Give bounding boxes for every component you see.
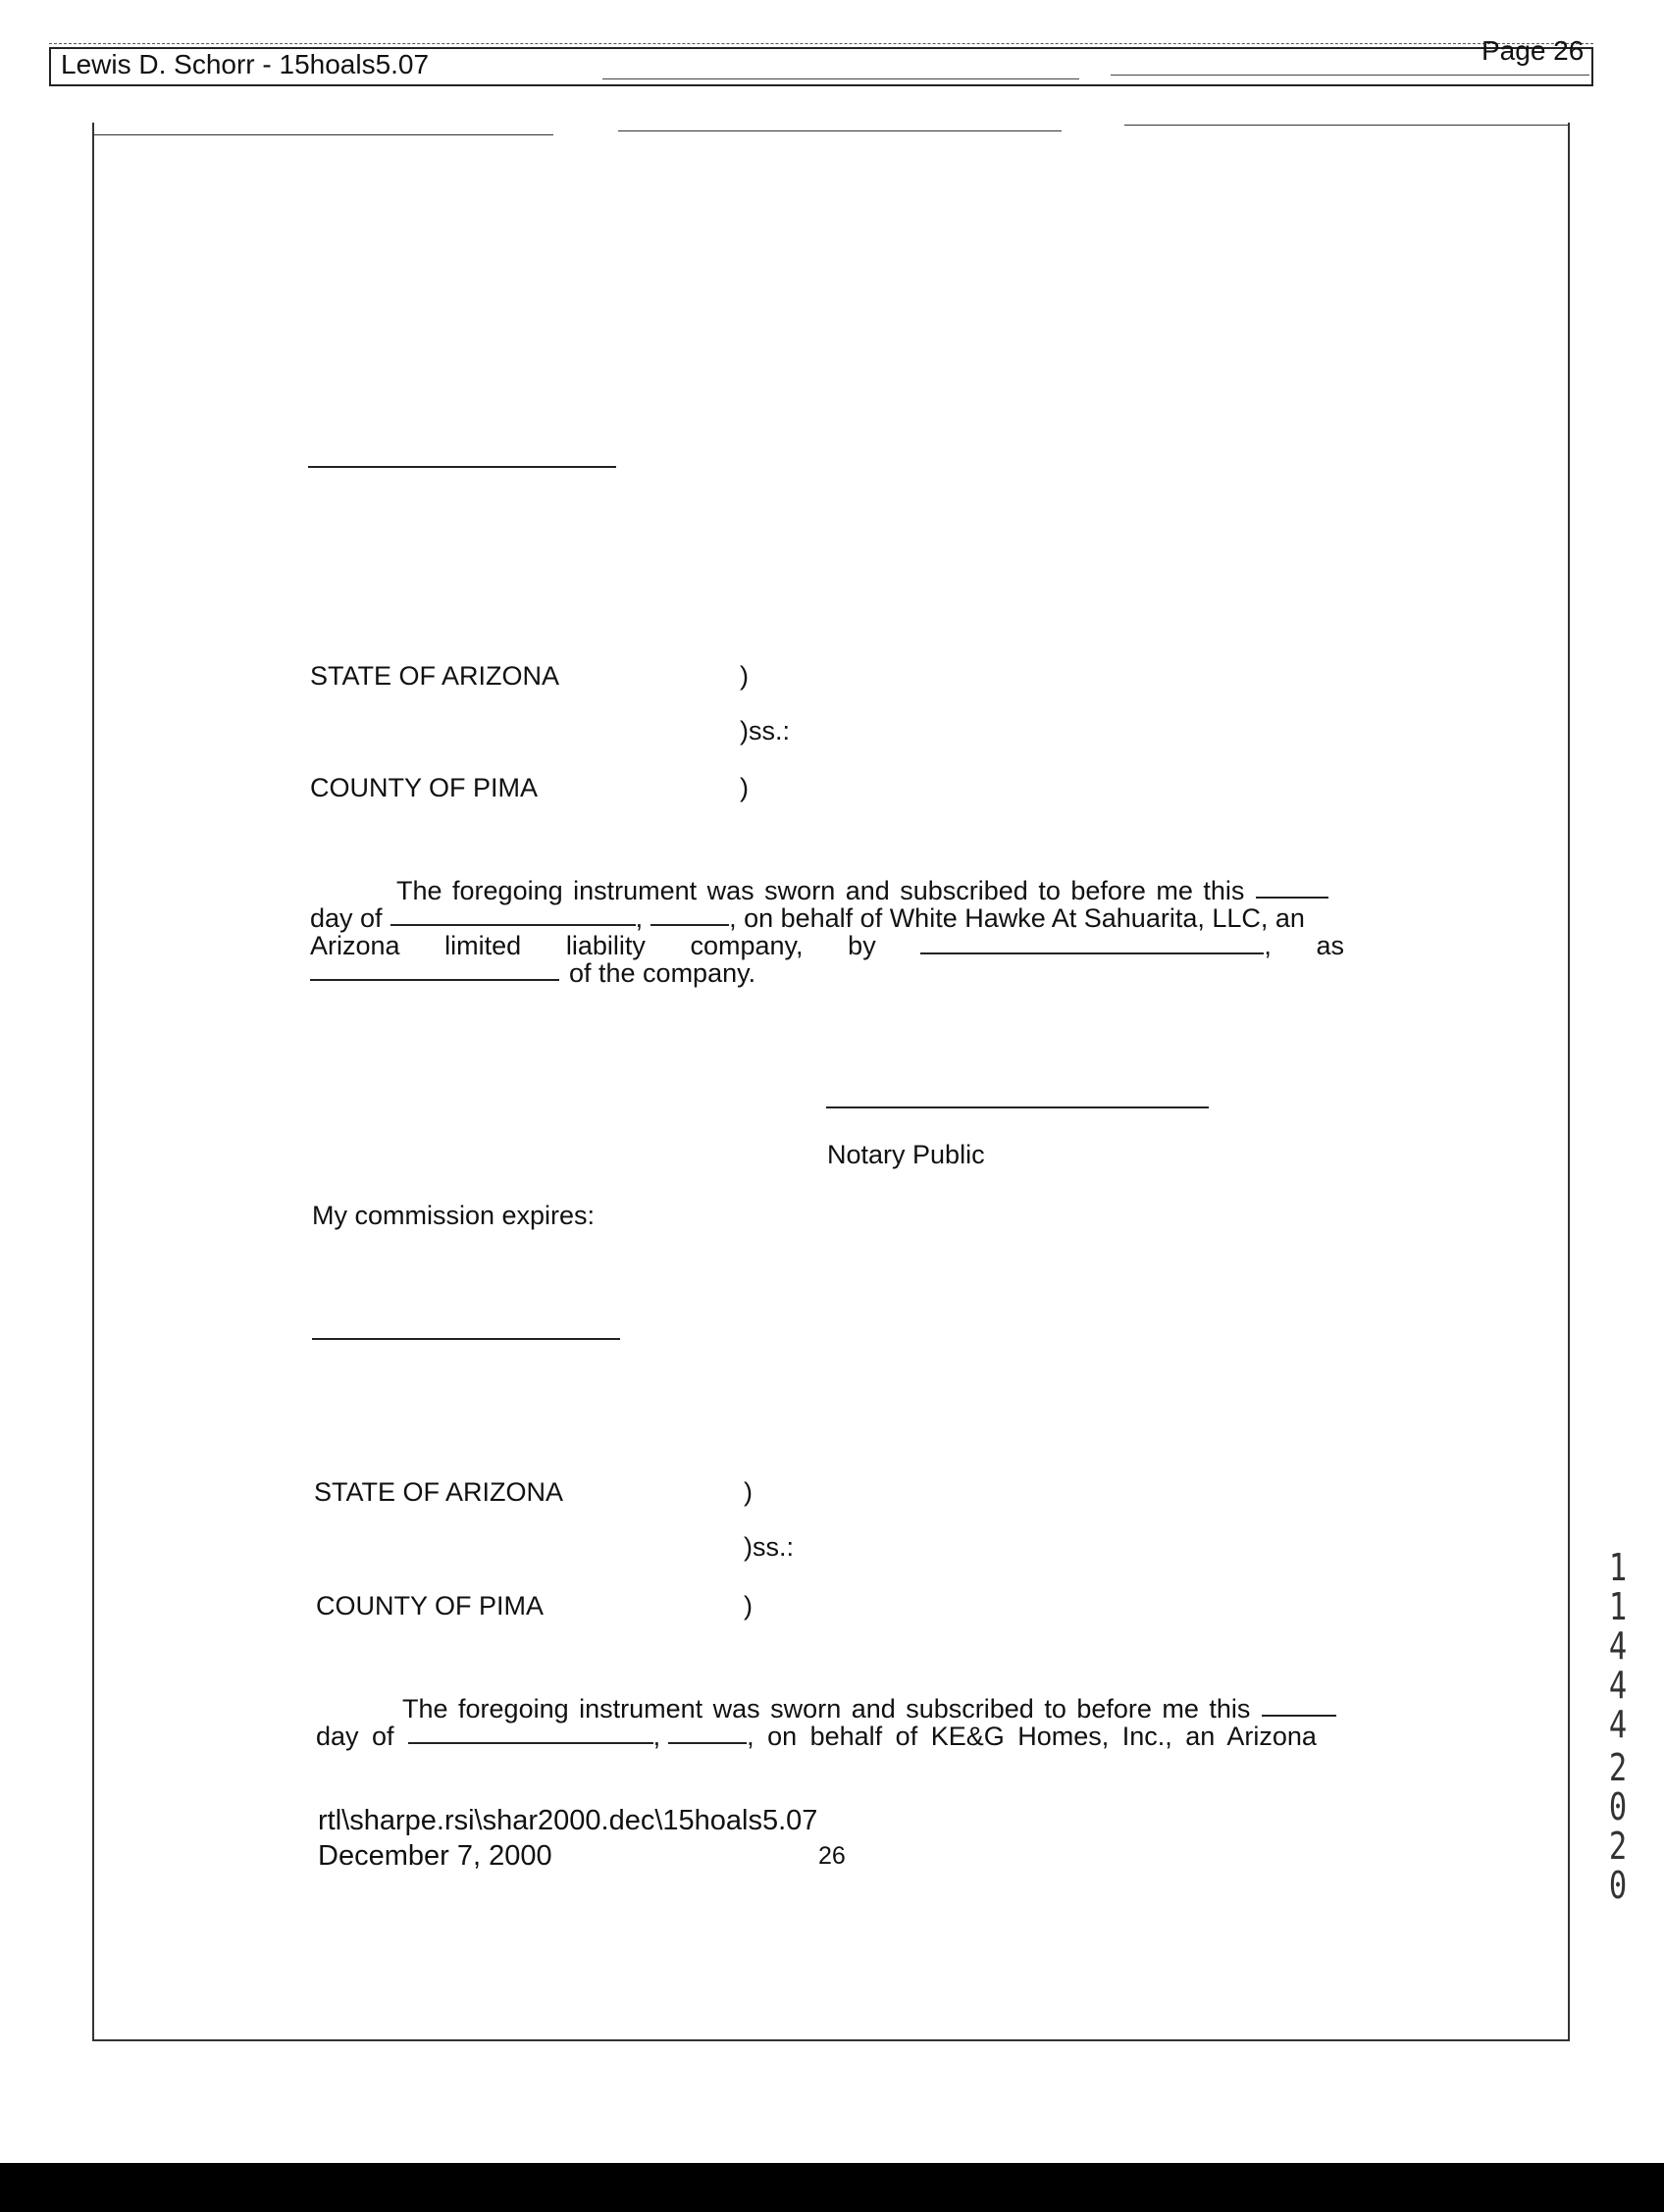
- paren-2a: ): [744, 1477, 753, 1507]
- header-top-rule: [49, 43, 1593, 44]
- attestation-paragraph-2: [316, 1695, 1350, 1750]
- page-frame: [92, 123, 1570, 2041]
- stamp-digit: 2: [1608, 1825, 1628, 1868]
- stamp-digit: 4: [1608, 1703, 1628, 1746]
- blank-year-2: [668, 1723, 747, 1744]
- attestation-1-line1: The foregoing instrument was sworn and subscribed to before me this: [396, 876, 1245, 905]
- blank-signer-1: [920, 933, 1264, 954]
- blank-day-1: [1256, 877, 1328, 899]
- footer-date: December 7, 2000: [318, 1840, 552, 1872]
- ss-label-2: )ss.:: [744, 1532, 794, 1562]
- header-page-label: Page 26: [1482, 35, 1585, 66]
- notary-signature-line: [826, 1106, 1209, 1108]
- frame-top-rule-1: [92, 134, 553, 135]
- scan-bottom-edge: [0, 2163, 1664, 2212]
- footer-path: rtl\sharpe.rsi\shar2000.dec\15hoals5.07: [318, 1805, 818, 1836]
- signature-line-top: [308, 466, 616, 468]
- state-label-1: STATE OF ARIZONA: [310, 661, 560, 691]
- attestation-1-word: limited: [444, 931, 522, 960]
- attestation-2-line2-a: day of: [316, 1722, 394, 1751]
- county-label-2: COUNTY OF PIMA: [316, 1591, 545, 1620]
- stamp-digit: 0: [1608, 1864, 1628, 1907]
- paren-1a: ): [740, 661, 749, 691]
- header-rule-1: [602, 78, 1079, 79]
- attestation-1-line2-a: day of: [310, 903, 383, 933]
- frame-top-rule-2: [618, 130, 1062, 131]
- blank-year-1: [650, 904, 729, 926]
- stamp-digit: 4: [1608, 1624, 1628, 1668]
- paren-2b: ): [744, 1591, 753, 1620]
- attestation-paragraph-1: [310, 877, 1344, 987]
- attestation-2-line2-c: , on behalf of KE&G Homes, Inc., an Arizona: [747, 1722, 1317, 1751]
- state-label-2: STATE OF ARIZONA: [314, 1477, 564, 1507]
- attestation-1-word: Arizona: [310, 931, 400, 960]
- attestation-1-line4: of the company.: [569, 958, 756, 988]
- attestation-1-word: liability: [565, 931, 646, 960]
- paren-1b: ): [740, 773, 749, 802]
- frame-top-rule-3: [1124, 125, 1570, 126]
- ss-label-1: )ss.:: [740, 716, 790, 746]
- side-stamp-group-1: [1604, 1548, 1631, 1744]
- stamp-digit: 0: [1608, 1785, 1628, 1828]
- stamp-digit: 4: [1608, 1664, 1628, 1707]
- blank-title-1: [310, 959, 559, 981]
- attestation-2-comma: ,: [652, 1722, 661, 1751]
- side-stamp-group-2: [1604, 1748, 1631, 1905]
- stamp-digit: 1: [1608, 1546, 1628, 1589]
- notary-public-label: Notary Public: [827, 1140, 985, 1169]
- attestation-1-comma: ,: [635, 903, 644, 933]
- attestation-1-as: as: [1316, 931, 1344, 960]
- county-label-1: COUNTY OF PIMA: [310, 773, 539, 802]
- stamp-digit: 2: [1608, 1746, 1628, 1789]
- stamp-digit: 1: [1608, 1585, 1628, 1628]
- header-rule-2: [1111, 75, 1589, 76]
- blank-month-1: [390, 904, 636, 926]
- header-title: Lewis D. Schorr - 15hoals5.07: [61, 49, 430, 79]
- attestation-1-comma-2: ,: [1264, 931, 1272, 960]
- blank-month-2: [408, 1723, 653, 1744]
- commission-date-line: [312, 1338, 620, 1340]
- commission-expires-label: My commission expires:: [312, 1201, 596, 1230]
- attestation-1-line2-c: , on behalf of White Hawke At Sahuarita, LLC, an: [729, 903, 1305, 933]
- blank-day-2: [1262, 1695, 1336, 1717]
- attestation-1-word: by: [848, 931, 876, 960]
- attestation-2-line1: The foregoing instrument was sworn and subscribed to before me this: [402, 1694, 1251, 1723]
- attestation-1-word: company,: [690, 931, 804, 960]
- footer-page-number: 26: [818, 1842, 846, 1870]
